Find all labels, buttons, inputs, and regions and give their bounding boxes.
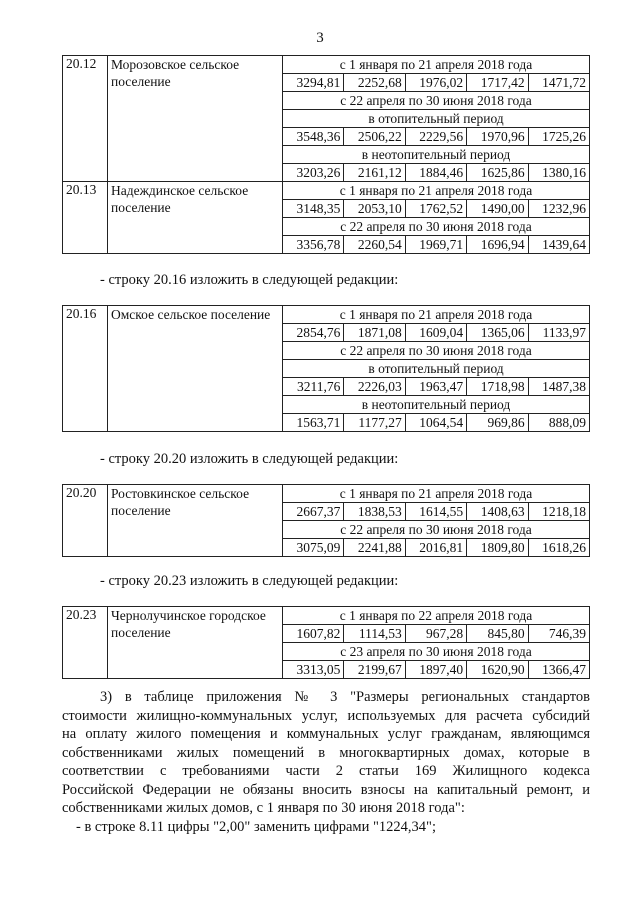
value-cell: 1718,98 (467, 378, 528, 396)
period-label: с 22 апреля по 30 июня 2018 года (283, 218, 590, 236)
instruction-line: - строку 20.23 изложить в следующей редакции: (100, 573, 399, 589)
period-row (63, 306, 590, 324)
period-label: с 23 апреля по 30 июня 2018 года (283, 643, 590, 661)
value-cell: 1439,64 (528, 236, 589, 254)
period-label: с 1 января по 21 апреля 2018 года (283, 306, 590, 324)
value-cell: 2229,56 (405, 128, 466, 146)
value-cell: 1177,27 (344, 414, 405, 432)
rate-table (62, 484, 590, 557)
period-label: с 1 января по 21 апреля 2018 года (283, 182, 590, 200)
paragraph-line: собственниками жилых домов, с 1 января по 30 июня 2018 года": (62, 800, 465, 816)
period-label: в отопительный период (283, 360, 590, 378)
period-label: с 22 апреля по 30 июня 2018 года (283, 521, 590, 539)
value-cell: 1380,16 (528, 164, 589, 182)
rate-table (62, 55, 590, 182)
value-cell: 1897,40 (405, 661, 466, 679)
value-cell: 845,80 (467, 625, 528, 643)
value-cell: 1607,82 (283, 625, 344, 643)
row-code: 20.13 (63, 182, 108, 254)
value-cell: 1871,08 (344, 324, 405, 342)
settlement-name: Морозовское сельское поселение (108, 56, 283, 182)
settlement-name: Чернолучинское городское поселение (108, 607, 283, 679)
paragraph-line: стоимости жилищно-коммунальных услуг, используемых для расчета субсидий (62, 707, 590, 724)
value-cell: 1725,26 (528, 128, 589, 146)
period-row (63, 607, 590, 625)
instruction-line: - строку 20.16 изложить в следующей редакции: (100, 272, 399, 288)
value-cell: 2854,76 (283, 324, 344, 342)
value-cell: 1609,04 (405, 324, 466, 342)
value-cell: 1064,54 (405, 414, 466, 432)
value-cell: 1809,80 (467, 539, 528, 557)
value-cell: 1625,86 (467, 164, 528, 182)
value-cell: 2667,37 (283, 503, 344, 521)
value-cell: 1969,71 (405, 236, 466, 254)
value-cell: 1970,96 (467, 128, 528, 146)
value-cell: 1490,00 (467, 200, 528, 218)
period-label: в неотопительный период (283, 146, 590, 164)
value-cell: 2241,88 (344, 539, 405, 557)
value-cell: 1762,52 (405, 200, 466, 218)
value-cell: 2016,81 (405, 539, 466, 557)
value-cell: 3313,05 (283, 661, 344, 679)
period-label: с 22 апреля по 30 июня 2018 года (283, 92, 590, 110)
value-cell: 1487,38 (528, 378, 589, 396)
paragraph-line: Российской Федерации не обязаны вносить взносы на капитальный ремонт, и (62, 781, 590, 798)
value-cell: 1963,47 (405, 378, 466, 396)
value-cell: 1838,53 (344, 503, 405, 521)
paragraph-line: соответствии с требованиями части 2 статьи 169 Жилищного кодекса (62, 763, 590, 779)
period-label: с 1 января по 22 апреля 2018 года (283, 607, 590, 625)
value-cell: 1365,06 (467, 324, 528, 342)
value-cell: 746,39 (528, 625, 589, 643)
value-cell: 3356,78 (283, 236, 344, 254)
row-code: 20.16 (63, 306, 108, 432)
period-label: с 1 января по 21 апреля 2018 года (283, 485, 590, 503)
amendment-paragraph (62, 688, 590, 836)
value-cell: 3203,26 (283, 164, 344, 182)
value-cell: 1471,72 (528, 74, 589, 92)
paragraph-line: собственниками жилых помещений в многоквартирных домах, которые в (62, 744, 590, 761)
value-cell: 969,86 (467, 414, 528, 432)
row-code: 20.23 (63, 607, 108, 679)
page-number: 3 (316, 30, 324, 46)
value-cell: 2252,68 (344, 74, 405, 92)
paragraph-line: 3) в таблице приложения № 3 "Размеры региональных стандартов (100, 689, 590, 705)
value-cell: 3211,76 (283, 378, 344, 396)
value-cell: 3548,36 (283, 128, 344, 146)
rate-table (62, 305, 590, 432)
value-cell: 3294,81 (283, 74, 344, 92)
value-cell: 1717,42 (467, 74, 528, 92)
value-cell: 3075,09 (283, 539, 344, 557)
settlement-name: Омское сельское поселение (108, 306, 283, 432)
row-code: 20.20 (63, 485, 108, 557)
value-cell: 1696,94 (467, 236, 528, 254)
value-cell: 967,28 (405, 625, 466, 643)
row-code: 20.12 (63, 56, 108, 182)
paragraph-line: на оплату жилого помещения и коммунальных услуг гражданам, являющимся (62, 726, 590, 742)
value-cell: 1366,47 (528, 661, 589, 679)
value-cell: 2199,67 (344, 661, 405, 679)
settlement-name: Ростовкинское сельское поселение (108, 485, 283, 557)
value-cell: 1114,53 (344, 625, 405, 643)
value-cell: 1618,26 (528, 539, 589, 557)
period-label: в неотопительный период (283, 396, 590, 414)
value-cell: 2226,03 (344, 378, 405, 396)
value-cell: 1976,02 (405, 74, 466, 92)
rate-table (62, 606, 590, 679)
value-cell: 1614,55 (405, 503, 466, 521)
value-cell: 1133,97 (528, 324, 589, 342)
rate-table (62, 181, 590, 254)
settlement-name: Надеждинское сельское поселение (108, 182, 283, 254)
value-cell: 1408,63 (467, 503, 528, 521)
value-cell: 2161,12 (344, 164, 405, 182)
period-label: в отопительный период (283, 110, 590, 128)
value-cell: 1232,96 (528, 200, 589, 218)
value-cell: 1218,18 (528, 503, 589, 521)
value-cell: 2506,22 (344, 128, 405, 146)
value-cell: 2260,54 (344, 236, 405, 254)
replacement-line: - в строке 8.11 цифры "2,00" заменить цифрами "1224,34"; (76, 818, 436, 835)
period-row (63, 182, 590, 200)
value-cell: 1620,90 (467, 661, 528, 679)
period-label: с 1 января по 21 апреля 2018 года (283, 56, 590, 74)
period-row (63, 56, 590, 74)
instruction-line: - строку 20.20 изложить в следующей редакции: (100, 451, 399, 467)
value-cell: 1884,46 (405, 164, 466, 182)
value-cell: 1563,71 (283, 414, 344, 432)
value-cell: 3148,35 (283, 200, 344, 218)
period-row (63, 485, 590, 503)
value-cell: 2053,10 (344, 200, 405, 218)
value-cell: 888,09 (528, 414, 589, 432)
period-label: с 22 апреля по 30 июня 2018 года (283, 342, 590, 360)
